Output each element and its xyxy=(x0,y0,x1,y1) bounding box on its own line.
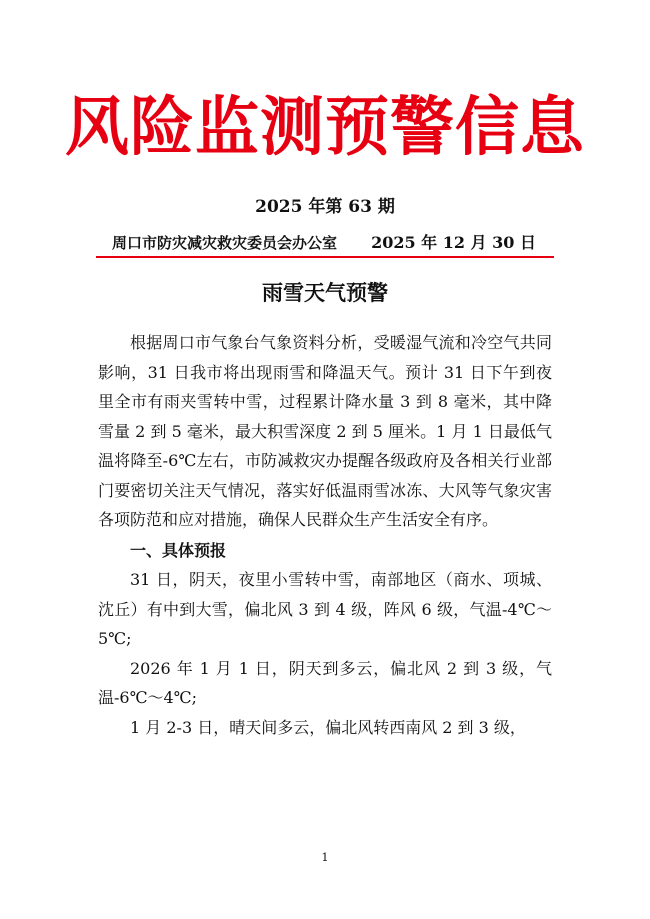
issue-date: 2025 年 12 月 30 日 xyxy=(371,233,536,252)
paragraph-jan2-3: 1 月 2-3 日，晴天间多云，偏北风转西南风 2 到 3 级， xyxy=(130,717,526,737)
document-title: 雨雪天气预警 xyxy=(262,280,388,305)
issuer: 周口市防灾减灾救灾委员会办公室 xyxy=(112,234,338,252)
issuer-date-row xyxy=(106,232,544,254)
page-number: 1 xyxy=(321,851,329,864)
red-divider xyxy=(96,256,554,258)
paragraph-jan1: 2026 年 1 月 1 日，阴天到多云，偏北风 2 到 3 级，气温-6℃～4℃; xyxy=(98,658,552,707)
paragraph-intro: 根据周口市气象台气象资料分析，受暖湿气流和冷空气共同影响，31 日我市将出现雨雪和降温天气。预计 31 日下午到夜里全市有雨夹雪转中雪，过程累计降水量 3 到 8 毫米，其中降雪量 2 到 5 毫米，最大积雪深度 2 到 5 厘米。1 月 1 日最低气温将降至-6℃左右，市防减救灾办提醒各级政府及各相关行业部门要密切关注天气情况，落实好低温雨雪冰冻、大风等气象灾害各项防范和应对措施，确保人民群众生产生活安全有序。 xyxy=(98,333,552,529)
masthead-title: 风险监测预警信息 xyxy=(65,90,585,165)
issue-number: 2025 年第 63 期 xyxy=(255,197,395,217)
document-body xyxy=(98,328,552,742)
paragraph-day31: 31 日，阴天，夜里小雪转中雪，南部地区（商水、项城、沈丘）有中到大雪，偏北风 3 到 4 级，阵风 6 级，气温-4℃～5℃; xyxy=(98,570,552,648)
section-heading-forecast: 一、具体预报 xyxy=(130,540,227,560)
